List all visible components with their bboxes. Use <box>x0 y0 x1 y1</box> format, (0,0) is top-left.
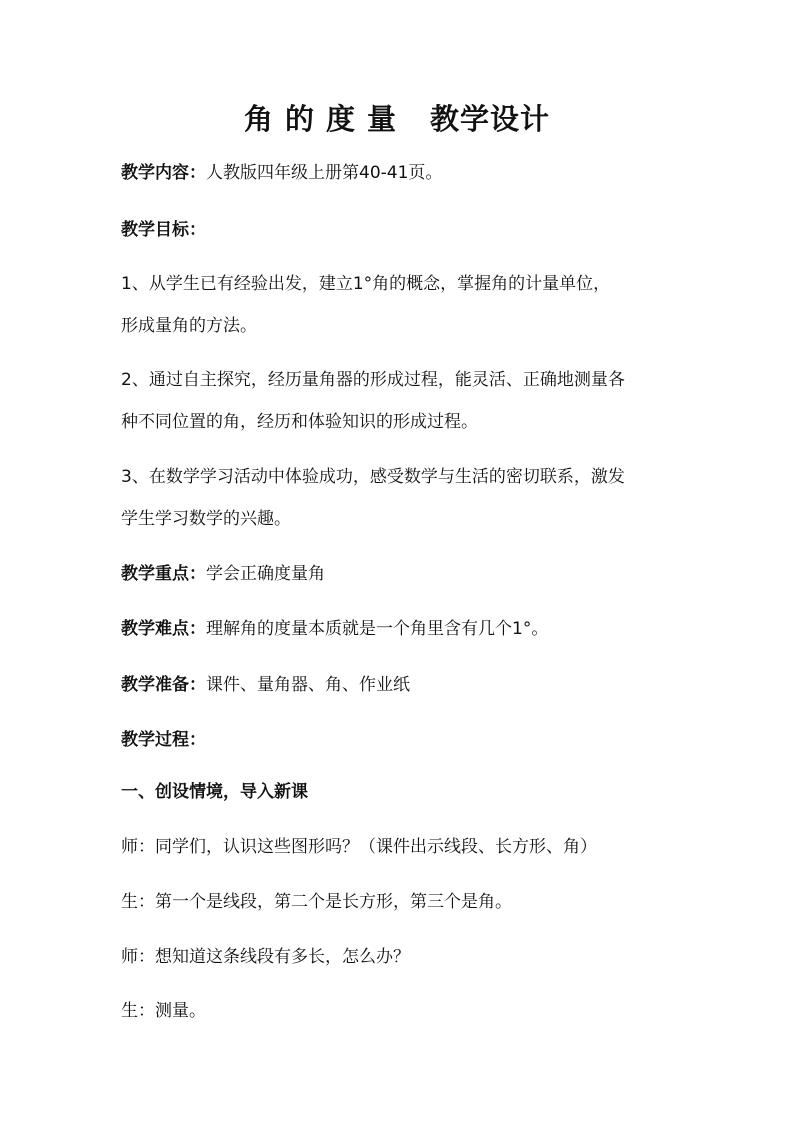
content-line <box>121 160 691 186</box>
section-1-heading: 一、创设情境，导入新课 <box>121 782 308 802</box>
content-text: 人教版四年级上册第40-41页。 <box>206 163 443 183</box>
preparation-label: 教学准备： <box>121 675 206 695</box>
goal-3-line-2: 学生学习数学的兴趣。 <box>121 509 291 529</box>
document-title <box>0 100 794 138</box>
dialogue-line: 师：想知道这条线段有多长，怎么办？ <box>121 947 410 967</box>
goal-1-line-2: 形成量角的方法。 <box>121 316 257 336</box>
dialogue-line: 生：第一个是线段，第二个是长方形，第三个是角。 <box>121 892 512 912</box>
preparation-text: 课件、量角器、角、作业纸 <box>206 675 410 695</box>
key-point-label: 教学重点： <box>121 564 206 584</box>
difficulty-text: 理解角的度量本质就是一个角里含有几个1°。 <box>206 619 549 639</box>
content-label: 教学内容： <box>121 163 206 183</box>
goal-2-line-2: 种不同位置的角，经历和体验知识的形成过程。 <box>121 412 478 432</box>
dialogue-line: 师：同学们，认识这些图形吗？（课件出示线段、长方形、角） <box>121 837 597 857</box>
goal-1-line-1: 1、从学生已有经验出发，建立1°角的概念，掌握角的计量单位， <box>121 274 611 294</box>
preparation-line <box>121 672 691 698</box>
dialogue-line: 生：测量。 <box>121 1001 206 1021</box>
key-point-text: 学会正确度量角 <box>206 564 325 584</box>
title-part2: 教学设计 <box>430 102 551 136</box>
difficulty-line <box>121 616 691 642</box>
title-part1: 角的度量 <box>243 102 408 136</box>
key-point-line <box>121 561 691 587</box>
goal-2-line-1: 2、通过自主探究，经历量角器的形成过程，能灵活、正确地测量各 <box>121 370 625 390</box>
difficulty-label: 教学难点： <box>121 619 206 639</box>
process-label: 教学过程： <box>121 730 206 750</box>
goals-label: 教学目标： <box>121 220 206 240</box>
goal-3-line-1: 3、在数学学习活动中体验成功，感受数学与生活的密切联系，激发 <box>121 467 625 487</box>
